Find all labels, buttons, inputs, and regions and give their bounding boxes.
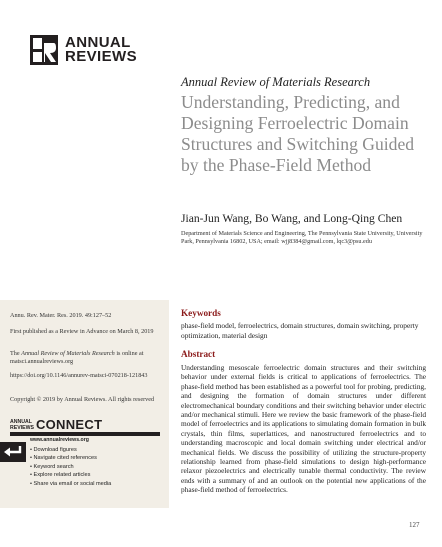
annual-reviews-logo bbox=[30, 36, 137, 64]
citation: Annu. Rev. Mater. Res. 2019. 49:127–52 bbox=[10, 312, 112, 319]
connect-url[interactable]: www.annualreviews.org bbox=[30, 437, 89, 443]
online-notice-post: is online at matsci.annualreviews.org bbox=[10, 350, 144, 365]
journal-name: Annual Review of Materials Research bbox=[181, 75, 371, 89]
arrow-icon bbox=[0, 442, 26, 462]
sidebar-info-panel bbox=[0, 300, 169, 508]
list-item: • Navigate cited references bbox=[30, 454, 111, 462]
keywords-text: phase-field model, ferroelectrics, domain structures, domain switching, property optimization, material design bbox=[181, 321, 419, 340]
page-number: 127 bbox=[409, 521, 420, 529]
logo-line-annual: ANNUAL bbox=[65, 34, 131, 51]
abstract-heading: Abstract bbox=[181, 349, 216, 359]
authors: Jian-Jun Wang, Bo Wang, and Long-Qing Chen bbox=[181, 212, 403, 225]
annual-reviews-connect-logo bbox=[10, 418, 160, 436]
connect-word: CONNECT bbox=[35, 417, 103, 432]
list-item: • Keyword search bbox=[30, 463, 111, 471]
annual-reviews-logo-icon bbox=[30, 35, 58, 65]
list-item: • Download figures bbox=[30, 446, 111, 454]
connect-small-reviews: REVIEWS bbox=[10, 424, 34, 431]
online-notice bbox=[10, 350, 162, 365]
online-notice-pre: The bbox=[10, 350, 22, 357]
connect-bar bbox=[10, 432, 160, 436]
list-item: • Share via email or social media bbox=[30, 480, 111, 488]
connect-small-annual: ANNUAL bbox=[10, 419, 32, 426]
logo-line-reviews: REVIEWS bbox=[65, 48, 137, 65]
online-notice-journal: Annual Review of Materials Research bbox=[21, 350, 115, 357]
keywords-heading: Keywords bbox=[181, 308, 221, 318]
article-title: Understanding, Predicting, and Designing Ferroelectric Domain Structures and Switching Guided by the Phase-Field Method bbox=[181, 92, 415, 175]
copyright: Copyright © 2019 by Annual Reviews. All rights reserved bbox=[10, 396, 155, 403]
doi-link[interactable]: https://doi.org/10.1146/annurev-matsci-070218-121843 bbox=[10, 372, 148, 379]
first-published: First published as a Review in Advance on March 8, 2019 bbox=[10, 328, 154, 335]
connect-feature-list bbox=[30, 446, 111, 488]
affiliation: Department of Materials Science and Engineering, The Pennsylvania State University, University Park, Pennsylvania 16802, USA; email: wjj8384@gmail.com, lqc3@psu.edu bbox=[181, 230, 423, 245]
abstract-text: Understanding mesoscale ferroelectric domain structures and their switching behavior under external fields is critical to applications of ferroelectrics. The phase-field method has been established as a powerful tool for probing, predicting, and designing the formation of domain structures under different electromechanical boundary conditions and their switching behavior under electric and/or mechanical stimuli. Here we review the basic framework of the phase-field model of ferroelectrics and its applications to simulating domain formation in bulk crystals, thin films, superlattices, and nanostructured ferroelectrics and to understanding macroscopic and local domain switching under electrical and/or mechanical fields. We discuss the possibility of utilizing the structure-property relationship learned from phase-field simulations to design high-performance relaxor piezoelectrics and electrically tunable thermal conductivity. The review ends with a summary of and an outlook on the potential new applications of the phase-field method of ferroelectrics. bbox=[181, 363, 426, 495]
list-item: • Explore related articles bbox=[30, 471, 111, 479]
